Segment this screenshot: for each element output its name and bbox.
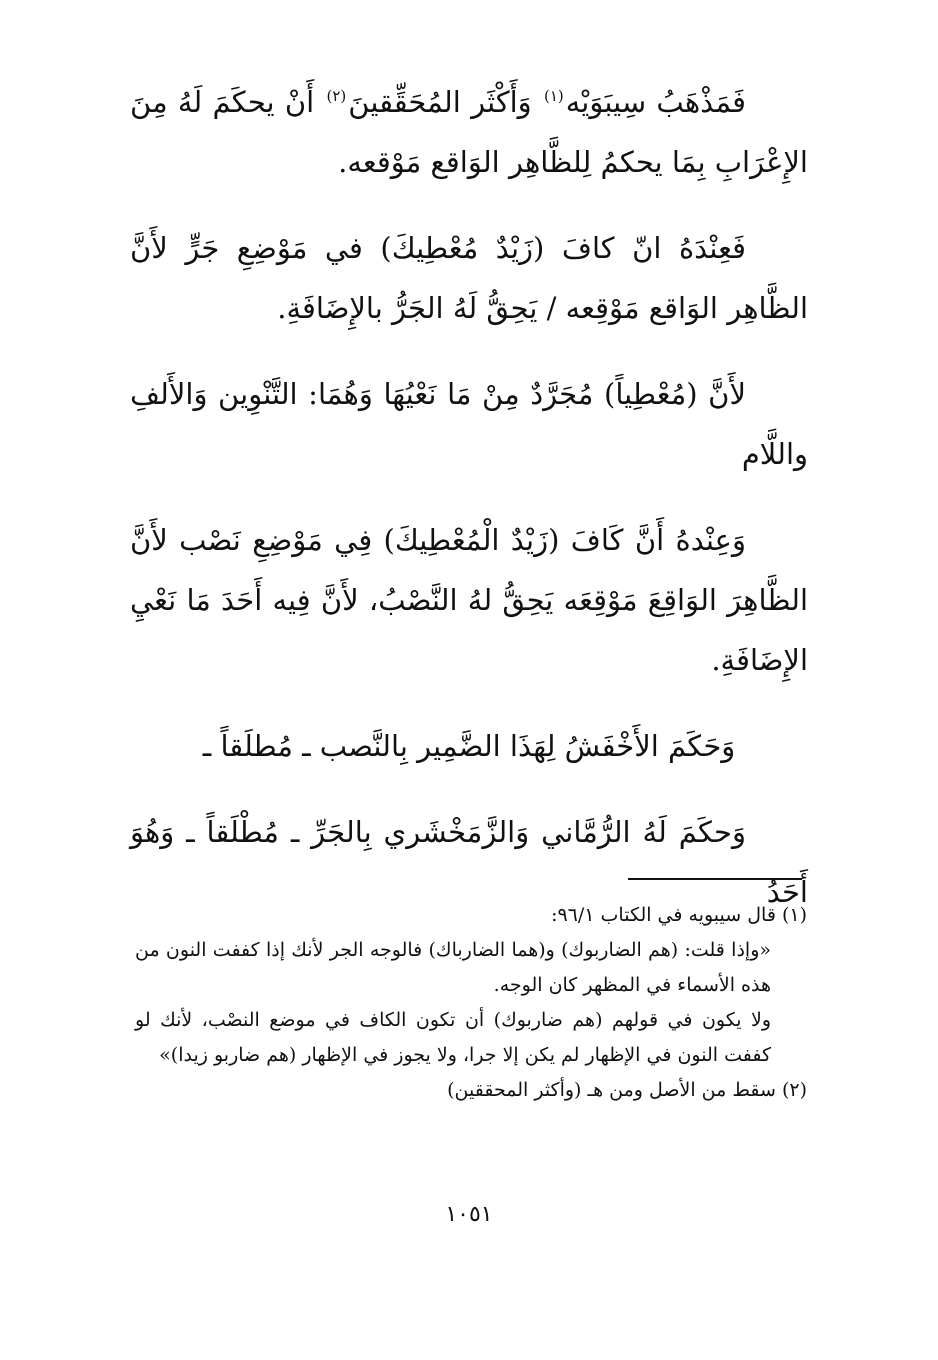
paragraph-2: فَعِنْدَهُ انّ كافَ (زَيْدٌ مُعْطِيكَ) في مَوْضِعِ جَرٍّ لأَنَّ الظَّاهِر الوَاقع مَوْقِعه / يَحِقُّ لَهُ الجَرُّ بالإِضَافَةِ. — [130, 231, 808, 325]
footnote-2: (٢) سقط من الأصل ومن هـ (وأكثر المحققين) — [447, 1079, 807, 1101]
paragraph-1-part-a: فَمَذْهَبُ سِيبَوَيْه — [565, 85, 747, 119]
footnote-divider — [628, 878, 802, 880]
paragraph-1-part-b: وَأَكْثَر المُحَقِّقينَ — [348, 85, 542, 119]
paragraph-6: وَحكَمَ لَهُ الرُّمَّاني وَالزَّمَخْشَري بِالجَرِّ ـ مُطْلَقاً ـ وَهُوَ أَحَدُ — [130, 815, 808, 909]
footnote-ref-1[interactable]: (١) — [543, 87, 564, 106]
footnote-1-quote-1: «وإذا قلت: (هم الضاربوك) و(هما الضارباك) فالوجه الجر لأنك إذا كففت النون من هذه الأسماء في المظهر كان الوجه. — [135, 939, 771, 996]
page-number: ١٠٥١ — [445, 1202, 493, 1227]
paragraph-5: وَحَكَمَ الأَخْفَشُ لِهَذَا الضَّمِير بِالنَّصب ـ مُطلَقاً ـ — [202, 729, 736, 763]
footnotes — [135, 898, 807, 1108]
footnote-1-title: (١) قال سيبويه في الكتاب ٩٦/١: — [551, 904, 807, 926]
main-text — [130, 72, 808, 922]
paragraph-3: لأَنَّ (مُعْطِياً) مُجَرَّدٌ مِنْ مَا نَعْيُهَا وَهُمَا: التَّنْوِين وَالأَلفِ واللَّام — [130, 377, 808, 471]
footnote-1-quote-2: ولا يكون في قولهم (هم ضاربوك) أن تكون الكاف في موضع النصْب، لأنك لو كففت النون في الإظهار لم يكن إلا جرا، ولا يجوز في الإظهار (هم ضاربو زيدا)» — [135, 1009, 771, 1066]
paragraph-1 — [130, 72, 808, 192]
paragraph-4: وَعِنْدهُ أَنَّ كَافَ (زَيْدٌ الْمُعْطِيكَ) فِي مَوْضِعِ نَصْب لأَنَّ الظَّاهِرَ الوَاقِعَ مَوْقِعَه يَحِقُّ لهُ النَّصْبُ، لأَنَّ فِيه أَحَدَ مَا نَعْيِ الإِضَافَةِ. — [130, 523, 808, 677]
footnote-ref-2[interactable]: (٢) — [326, 87, 347, 106]
paragraph-1-part-c: أَنْ يحكَمَ لَهُ مِنَ الإِعْرَابِ بِمَا يحكمُ لِلظَّاهِر الوَاقع مَوْقعه. — [130, 85, 808, 179]
